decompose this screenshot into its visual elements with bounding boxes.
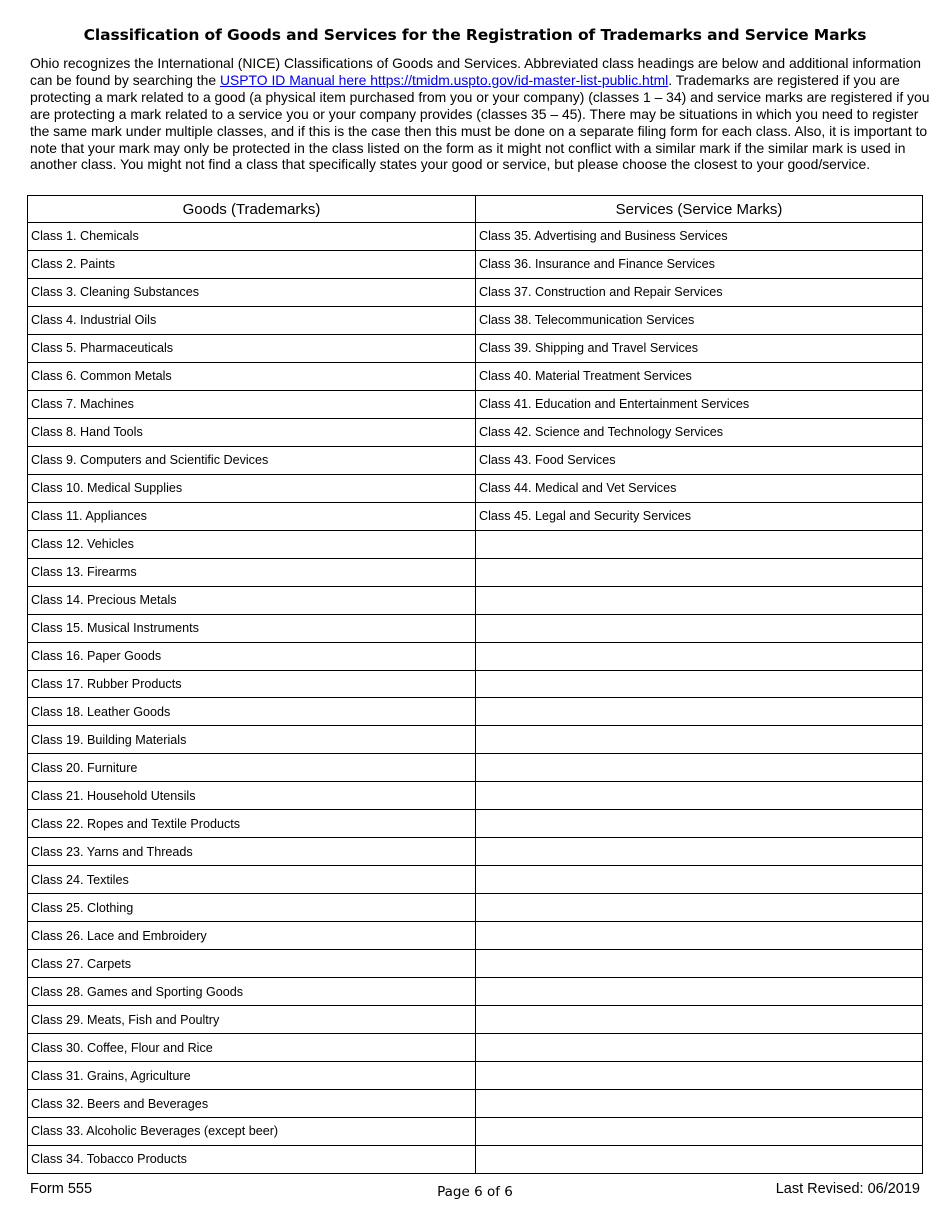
intro-paragraph (30, 55, 930, 173)
table-row (28, 1006, 923, 1034)
goods-class-cell: Class 24. Textiles (28, 866, 476, 894)
table-row (28, 698, 923, 726)
services-class-cell (476, 642, 923, 670)
form-number: Form 555 (30, 1181, 93, 1197)
goods-class-cell: Class 34. Tobacco Products (28, 1145, 476, 1173)
table-row (28, 950, 923, 978)
services-class-cell (476, 922, 923, 950)
table-row (28, 223, 923, 251)
table-row (28, 1090, 923, 1118)
table-row (28, 978, 923, 1006)
table-row (28, 922, 923, 950)
goods-class-cell: Class 19. Building Materials (28, 726, 476, 754)
services-class-cell: Class 44. Medical and Vet Services (476, 474, 923, 502)
table-row (28, 558, 923, 586)
goods-class-cell: Class 31. Grains, Agriculture (28, 1062, 476, 1090)
uspto-id-manual-link[interactable]: USPTO ID Manual here https://tmidm.uspto.gov/id-master-list-public.html (219, 71, 669, 88)
services-class-cell (476, 1118, 923, 1146)
classification-table (27, 195, 923, 1174)
page-number: Page 6 of 6 (437, 1184, 513, 1200)
table-row (28, 418, 923, 446)
goods-class-cell: Class 6. Common Metals (28, 362, 476, 390)
page-title: Classification of Goods and Services for the Registration of Trademarks and Service Marks (83, 26, 867, 44)
table-row (28, 1062, 923, 1090)
services-class-cell: Class 38. Telecommunication Services (476, 306, 923, 334)
table-header-row (28, 196, 923, 223)
goods-class-cell: Class 9. Computers and Scientific Devices (28, 446, 476, 474)
goods-class-cell: Class 30. Coffee, Flour and Rice (28, 1034, 476, 1062)
table-row (28, 614, 923, 642)
services-class-cell (476, 1145, 923, 1173)
goods-class-cell: Class 18. Leather Goods (28, 698, 476, 726)
services-class-cell: Class 40. Material Treatment Services (476, 362, 923, 390)
table-row (28, 866, 923, 894)
goods-class-cell: Class 12. Vehicles (28, 530, 476, 558)
services-class-cell: Class 42. Science and Technology Services (476, 418, 923, 446)
services-class-cell (476, 1090, 923, 1118)
table-row (28, 894, 923, 922)
goods-column-header: Goods (Trademarks) (28, 196, 476, 223)
services-class-cell (476, 894, 923, 922)
services-class-cell: Class 35. Advertising and Business Services (476, 223, 923, 251)
table-row (28, 362, 923, 390)
goods-class-cell: Class 25. Clothing (28, 894, 476, 922)
goods-class-cell: Class 14. Precious Metals (28, 586, 476, 614)
goods-class-cell: Class 3. Cleaning Substances (28, 278, 476, 306)
table-row (28, 726, 923, 754)
table-row (28, 586, 923, 614)
goods-class-cell: Class 21. Household Utensils (28, 782, 476, 810)
services-class-cell (476, 782, 923, 810)
table-row (28, 838, 923, 866)
goods-class-cell: Class 1. Chemicals (28, 223, 476, 251)
goods-class-cell: Class 29. Meats, Fish and Poultry (28, 1006, 476, 1034)
services-class-cell (476, 1034, 923, 1062)
table-row (28, 782, 923, 810)
services-class-cell (476, 614, 923, 642)
services-class-cell: Class 43. Food Services (476, 446, 923, 474)
table-row (28, 810, 923, 838)
goods-class-cell: Class 17. Rubber Products (28, 670, 476, 698)
services-class-cell: Class 39. Shipping and Travel Services (476, 334, 923, 362)
table-body (28, 223, 923, 1174)
table-row (28, 390, 923, 418)
table-row (28, 502, 923, 530)
table-row (28, 530, 923, 558)
table-row (28, 670, 923, 698)
table-row (28, 250, 923, 278)
table-row (28, 474, 923, 502)
table-row (28, 278, 923, 306)
services-class-cell (476, 558, 923, 586)
services-class-cell: Class 41. Education and Entertainment Services (476, 390, 923, 418)
table-row (28, 1034, 923, 1062)
goods-class-cell: Class 28. Games and Sporting Goods (28, 978, 476, 1006)
goods-class-cell: Class 33. Alcoholic Beverages (except beer) (28, 1118, 476, 1146)
services-class-cell (476, 754, 923, 782)
table-row (28, 1118, 923, 1146)
goods-class-cell: Class 13. Firearms (28, 558, 476, 586)
goods-class-cell: Class 15. Musical Instruments (28, 614, 476, 642)
services-column-header: Services (Service Marks) (476, 196, 923, 223)
services-class-cell (476, 530, 923, 558)
services-class-cell (476, 698, 923, 726)
goods-class-cell: Class 11. Appliances (28, 502, 476, 530)
table-row (28, 306, 923, 334)
goods-class-cell: Class 2. Paints (28, 250, 476, 278)
goods-class-cell: Class 10. Medical Supplies (28, 474, 476, 502)
services-class-cell: Class 36. Insurance and Finance Services (476, 250, 923, 278)
table-row (28, 754, 923, 782)
table-row (28, 446, 923, 474)
table-row (28, 334, 923, 362)
services-class-cell (476, 838, 923, 866)
goods-class-cell: Class 26. Lace and Embroidery (28, 922, 476, 950)
goods-class-cell: Class 4. Industrial Oils (28, 306, 476, 334)
last-revised: Last Revised: 06/2019 (775, 1181, 920, 1197)
services-class-cell (476, 1062, 923, 1090)
goods-class-cell: Class 8. Hand Tools (28, 418, 476, 446)
services-class-cell (476, 1006, 923, 1034)
services-class-cell (476, 726, 923, 754)
goods-class-cell: Class 27. Carpets (28, 950, 476, 978)
intro-text-after-link: . Trademarks are registered if you are protecting a mark related to a good (a physical item purchased from you or your company) (classes 1 – 34) and service marks are registered if you are protecting a mark related to a service you or your company provides (classes 35 – 45). There may be situations in which you need to register the same mark under multiple classes, and if this is the case then this must be done on a separate filing form for each class. Also, it is important to note that your mark may only be protected in the class listed on the form as it might not conflict with a similar mark if the similar mark is used in another class. You might not find a class that specifically states your good or service, but please choose the closest to your good/service. (30, 71, 930, 173)
table-row (28, 1145, 923, 1173)
goods-class-cell: Class 5. Pharmaceuticals (28, 334, 476, 362)
goods-class-cell: Class 20. Furniture (28, 754, 476, 782)
table-row (28, 642, 923, 670)
services-class-cell: Class 45. Legal and Security Services (476, 502, 923, 530)
goods-class-cell: Class 16. Paper Goods (28, 642, 476, 670)
services-class-cell (476, 978, 923, 1006)
services-class-cell (476, 670, 923, 698)
services-class-cell (476, 586, 923, 614)
goods-class-cell: Class 23. Yarns and Threads (28, 838, 476, 866)
goods-class-cell: Class 7. Machines (28, 390, 476, 418)
services-class-cell (476, 810, 923, 838)
services-class-cell (476, 866, 923, 894)
services-class-cell: Class 37. Construction and Repair Services (476, 278, 923, 306)
goods-class-cell: Class 32. Beers and Beverages (28, 1090, 476, 1118)
intro-text-before-link: Ohio recognizes the International (NICE) Classifications of Goods and Services. Abbreviated class headings are below and additional information can be found by searching the (30, 55, 922, 88)
goods-class-cell: Class 22. Ropes and Textile Products (28, 810, 476, 838)
services-class-cell (476, 950, 923, 978)
